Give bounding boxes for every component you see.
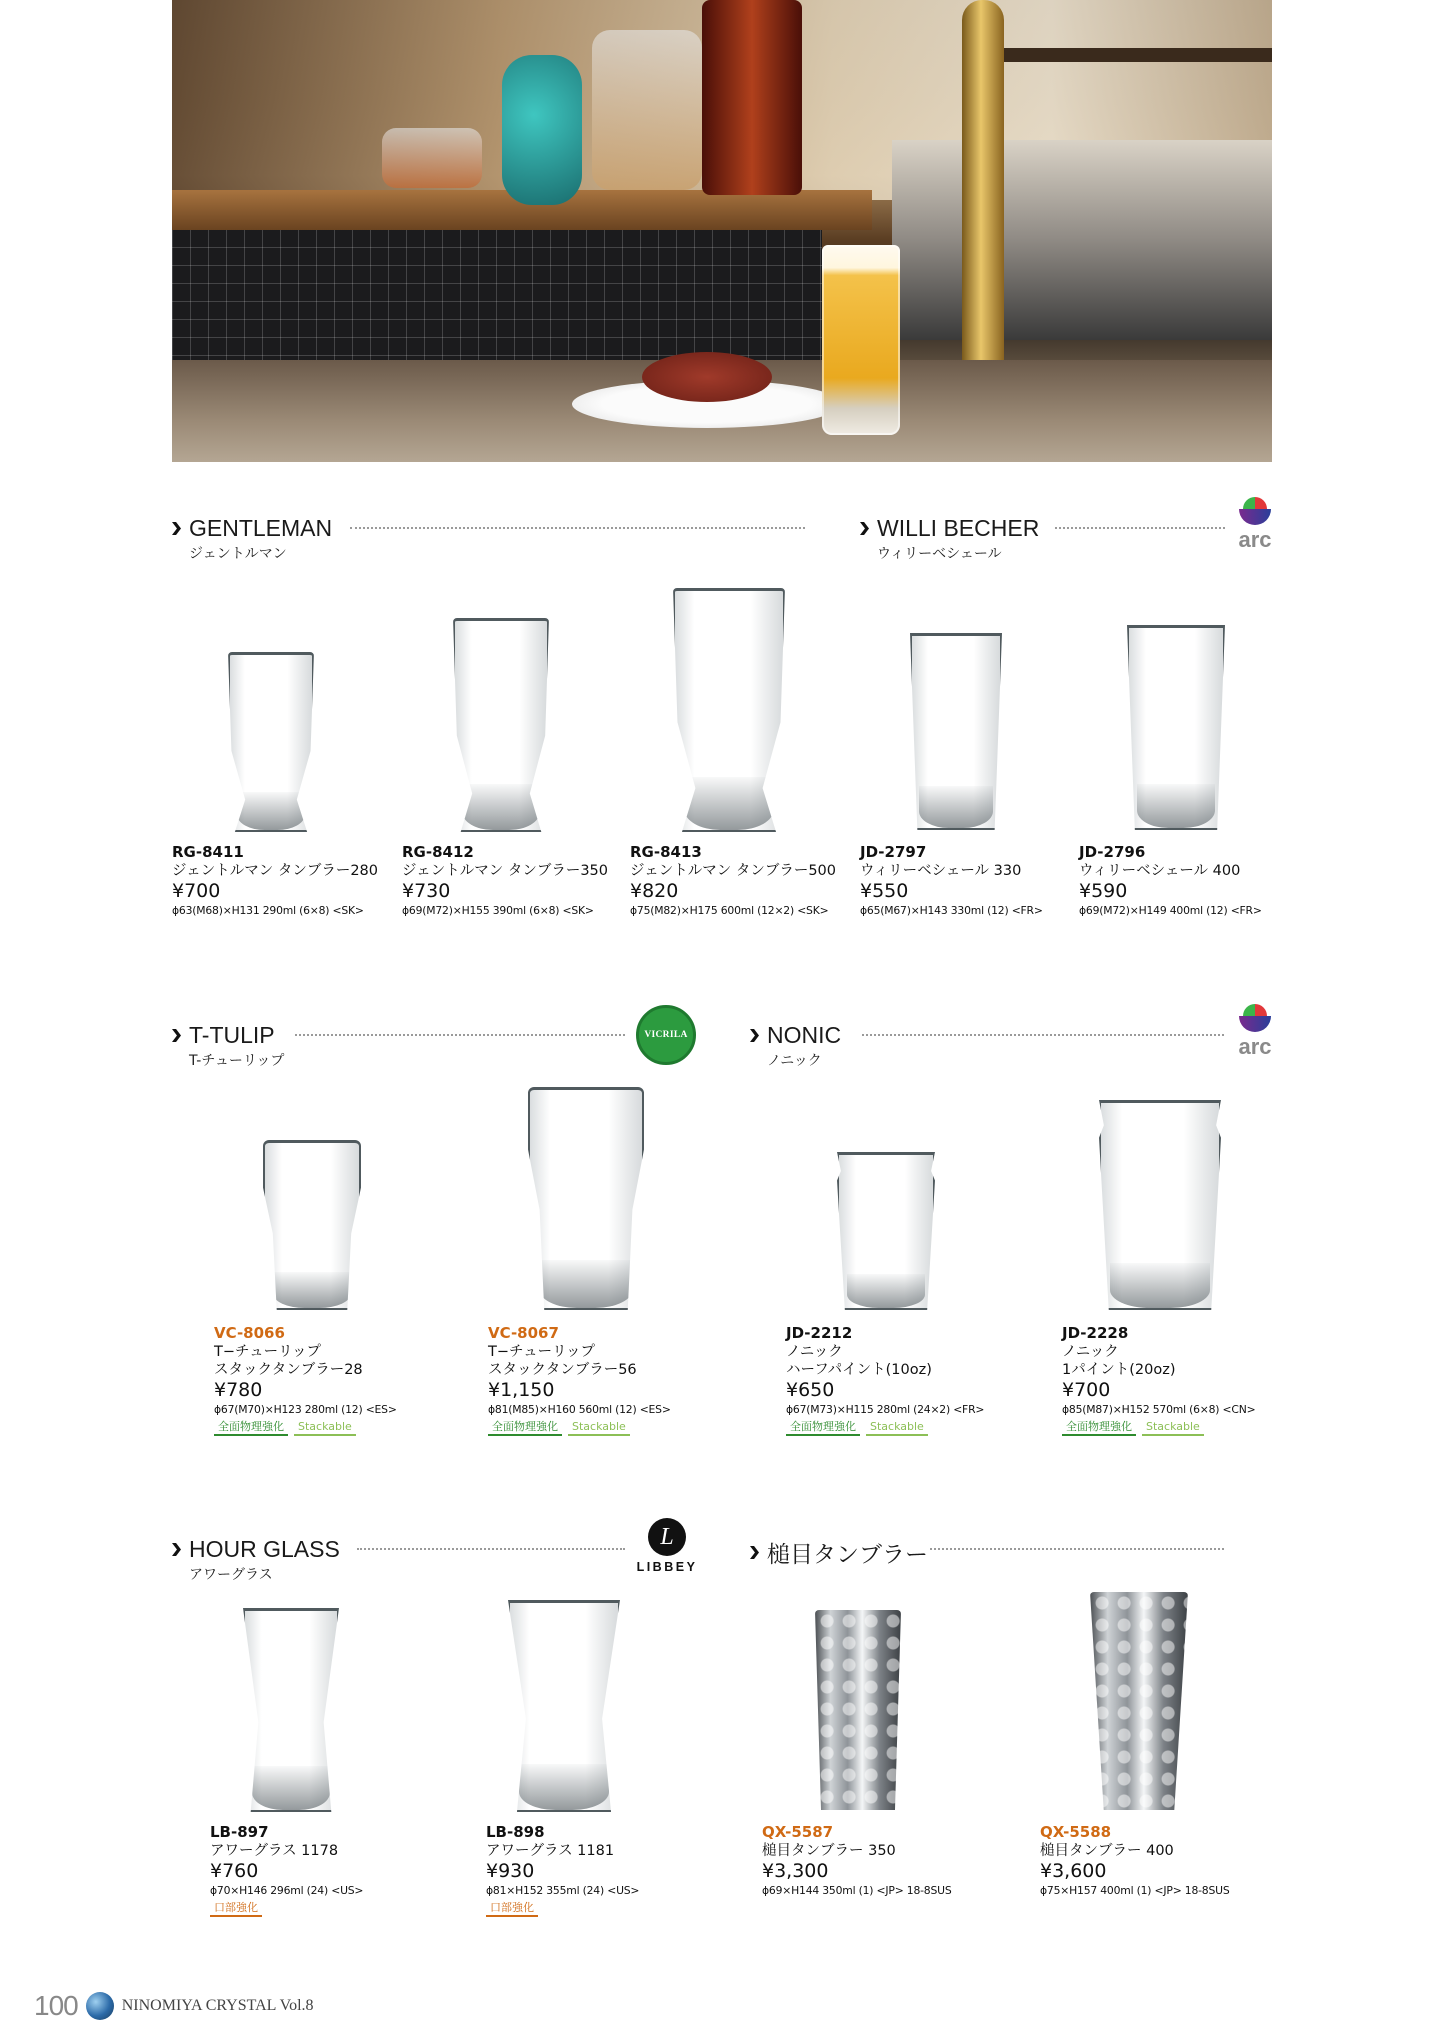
glass-image-lb897 (243, 1608, 339, 1812)
hero-photo-bar-counter-beer (172, 0, 1272, 462)
hero-beer-glass (822, 245, 900, 435)
tag-stackable: Stackable (294, 1420, 356, 1436)
dotted-divider (930, 1548, 1224, 1550)
product-qx5587 (762, 1823, 982, 1898)
arc-logo-text: arc (1238, 527, 1272, 552)
product-spec: ϕ69×H144 350ml (1) <JP> 18-8SUS (762, 1884, 952, 1897)
section-title: 槌目タンブラー (767, 1541, 928, 1567)
glass-image-jd2228 (1099, 1100, 1221, 1310)
hero-small-jar (382, 128, 482, 188)
product-name: アワーグラス 1178 (210, 1843, 339, 1859)
product-price: ¥590 (1079, 880, 1128, 902)
product-spec: ϕ85(M87)×H152 570ml (6×8) <CN> (1062, 1403, 1256, 1416)
section-t-tulip (172, 1022, 284, 1070)
arc-logo-text: arc (1238, 1034, 1272, 1059)
product-tags (210, 1901, 430, 1917)
product-price: ¥780 (214, 1379, 263, 1401)
product-code: RG-8412 (402, 843, 474, 861)
section-gentleman (172, 515, 332, 563)
product-spec: ϕ70×H146 296ml (24) <US> (210, 1884, 364, 1897)
product-price: ¥3,300 (762, 1860, 829, 1882)
arc-logo (1233, 1004, 1277, 1066)
glass-image-jd2797 (910, 633, 1002, 830)
section-nonic (750, 1022, 841, 1070)
product-price: ¥930 (486, 1860, 535, 1882)
product-name: アワーグラス 1181 (486, 1843, 615, 1859)
product-lb897 (210, 1823, 430, 1917)
section-tsuchime (750, 1536, 928, 1569)
product-rg8413 (630, 843, 850, 918)
product-name-line2: 1パイント(20oz) (1062, 1362, 1176, 1378)
product-spec: ϕ75×H157 400ml (1) <JP> 18-8SUS (1040, 1884, 1230, 1897)
product-vc8066 (214, 1324, 434, 1436)
libbey-logo (632, 1518, 702, 1578)
product-jd2797 (860, 843, 1080, 918)
product-price: ¥760 (210, 1860, 259, 1882)
catalog-brand: NINOMIYA CRYSTAL Vol.8 (121, 1997, 314, 2014)
page-footer (34, 1990, 314, 2022)
section-title: HOUR GLASS (189, 1536, 340, 1562)
libbey-logo-letter: L (660, 1524, 674, 1550)
section-subtitle: ノニック (767, 1053, 822, 1069)
product-code: JD-2797 (860, 843, 927, 861)
chevron-right-icon (860, 522, 869, 535)
tumbler-image-qx5587 (815, 1610, 901, 1810)
product-jd2796 (1079, 843, 1299, 918)
tag-tempered: 全面物理強化 (786, 1420, 860, 1436)
product-code: JD-2796 (1079, 843, 1146, 861)
tag-stackable: Stackable (1142, 1420, 1204, 1436)
glass-image-rg8413 (673, 588, 785, 832)
tag-tempered: 全面物理強化 (1062, 1420, 1136, 1436)
product-price: ¥1,150 (488, 1379, 555, 1401)
product-rg8412 (402, 843, 622, 918)
hero-figurine (502, 55, 582, 205)
section-subtitle: アワーグラス (189, 1567, 273, 1583)
product-tags (1062, 1420, 1282, 1436)
glass-image-rg8411 (228, 652, 314, 832)
dotted-divider (357, 1548, 625, 1550)
tumbler-image-qx5588 (1090, 1592, 1188, 1810)
tag-rim-tempered: 口部強化 (210, 1901, 262, 1917)
glass-image-vc8066 (263, 1140, 361, 1310)
glass-image-vc8067 (528, 1087, 644, 1310)
section-subtitle: ウィリーベシェール (877, 546, 1002, 562)
product-tags (214, 1420, 434, 1436)
product-code: QX-5587 (762, 1823, 834, 1841)
product-code: RG-8411 (172, 843, 244, 861)
tag-stackable: Stackable (568, 1420, 630, 1436)
dotted-divider (1055, 527, 1225, 529)
product-rg8411 (172, 843, 392, 918)
product-qx5588 (1040, 1823, 1260, 1898)
product-code: LB-897 (210, 1823, 269, 1841)
product-price: ¥730 (402, 880, 451, 902)
product-name: ウィリーベシェール 400 (1079, 863, 1241, 879)
product-name-line2: スタックタンブラー56 (488, 1362, 637, 1378)
section-subtitle: T-チューリップ (189, 1053, 285, 1069)
product-jd2212 (786, 1324, 1006, 1436)
section-willi-becher (860, 515, 1039, 563)
product-name: ジェントルマン タンブラー350 (402, 863, 608, 879)
product-code: QX-5588 (1040, 1823, 1112, 1841)
hero-beer-tap (962, 0, 1004, 380)
product-spec: ϕ65(M67)×H143 330ml (12) <FR> (860, 904, 1043, 917)
section-title: WILLI BECHER (877, 515, 1040, 541)
product-spec: ϕ75(M82)×H175 600ml (12×2) <SK> (630, 904, 829, 917)
tag-tempered: 全面物理強化 (214, 1420, 288, 1436)
product-code: JD-2228 (1062, 1324, 1129, 1342)
product-code: VC-8067 (488, 1324, 559, 1342)
section-title: NONIC (767, 1022, 842, 1048)
product-price: ¥820 (630, 880, 679, 902)
glass-image-lb898 (508, 1600, 620, 1812)
tag-stackable: Stackable (866, 1420, 928, 1436)
product-spec: ϕ63(M68)×H131 290ml (6×8) <SK> (172, 904, 364, 917)
product-name: ウィリーベシェール 330 (860, 863, 1022, 879)
product-code: LB-898 (486, 1823, 545, 1841)
product-name: ジェントルマン タンブラー500 (630, 863, 836, 879)
tag-rim-tempered: 口部強化 (486, 1901, 538, 1917)
tag-tempered: 全面物理強化 (488, 1420, 562, 1436)
glass-image-jd2212 (837, 1152, 935, 1310)
product-code: JD-2212 (786, 1324, 853, 1342)
product-lb898 (486, 1823, 706, 1917)
product-price: ¥550 (860, 880, 909, 902)
hero-food (642, 352, 772, 402)
product-name-line1: ノニック (786, 1344, 843, 1360)
globe-icon (86, 1992, 114, 2020)
libbey-logo-text: LIBBEY (636, 1560, 698, 1574)
dotted-divider (295, 1034, 625, 1036)
product-spec: ϕ69(M72)×H149 400ml (12) <FR> (1079, 904, 1262, 917)
product-price: ¥650 (786, 1379, 835, 1401)
section-title: T-TULIP (189, 1022, 275, 1048)
product-name-line2: ハーフパイント(10oz) (786, 1362, 932, 1378)
product-spec: ϕ81×H152 355ml (24) <US> (486, 1884, 640, 1897)
product-jd2228 (1062, 1324, 1282, 1436)
product-price: ¥700 (172, 880, 221, 902)
hero-jar (592, 30, 702, 190)
chevron-right-icon (750, 1546, 759, 1559)
glass-image-rg8412 (453, 618, 549, 832)
product-name: ジェントルマン タンブラー280 (172, 863, 378, 879)
vicrila-logo (636, 1005, 696, 1065)
product-tags (786, 1420, 1006, 1436)
chevron-right-icon (172, 522, 181, 535)
product-name: 槌目タンブラー 400 (1040, 1843, 1174, 1859)
section-subtitle: ジェントルマン (189, 546, 287, 562)
hero-bottle (702, 0, 802, 195)
product-name-line1: T−チューリップ (488, 1344, 595, 1360)
hero-kitchen (892, 140, 1272, 340)
product-name-line1: T−チューリップ (214, 1344, 321, 1360)
product-code: RG-8413 (630, 843, 702, 861)
product-spec: ϕ67(M70)×H123 280ml (12) <ES> (214, 1403, 397, 1416)
product-price: ¥700 (1062, 1379, 1111, 1401)
chevron-right-icon (750, 1029, 759, 1042)
product-name-line2: スタックタンブラー28 (214, 1362, 363, 1378)
hero-shelf (992, 48, 1272, 62)
product-tags (488, 1420, 708, 1436)
product-name-line1: ノニック (1062, 1344, 1119, 1360)
product-name: 槌目タンブラー 350 (762, 1843, 896, 1859)
product-tags (486, 1901, 706, 1917)
product-spec: ϕ69(M72)×H155 390ml (6×8) <SK> (402, 904, 594, 917)
vicrila-logo-text: VICRILA (644, 1030, 688, 1040)
section-title: GENTLEMAN (189, 515, 333, 541)
section-hour-glass (172, 1536, 340, 1584)
chevron-right-icon (172, 1543, 181, 1556)
dotted-divider (350, 527, 805, 529)
product-spec: ϕ67(M73)×H115 280ml (24×2) <FR> (786, 1403, 985, 1416)
glass-image-jd2796 (1127, 625, 1225, 830)
product-price: ¥3,600 (1040, 1860, 1107, 1882)
product-vc8067 (488, 1324, 708, 1436)
product-code: VC-8066 (214, 1324, 285, 1342)
dotted-divider (862, 1034, 1224, 1036)
chevron-right-icon (172, 1029, 181, 1042)
page-number: 100 (34, 1990, 78, 2021)
product-spec: ϕ81(M85)×H160 560ml (12) <ES> (488, 1403, 671, 1416)
arc-logo (1233, 497, 1277, 559)
